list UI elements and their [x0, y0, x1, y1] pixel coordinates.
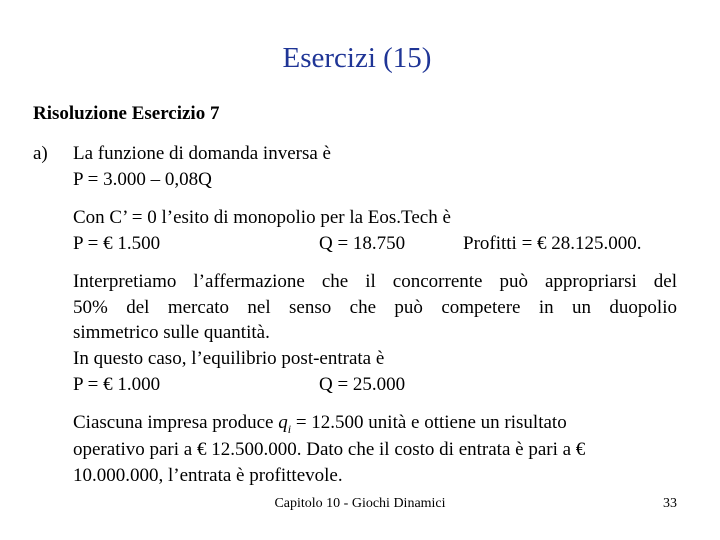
quantity-variable — [278, 412, 292, 436]
interpretation-line-3: simmetrico sulle quantità. — [73, 322, 270, 343]
quantity-variable-symbol: q — [278, 412, 288, 433]
page-number: 33 — [663, 496, 677, 511]
demand-equation: P = 3.000 – 0,08Q — [73, 169, 212, 190]
item-marker: a) — [33, 143, 48, 164]
conclusion-text-a: Ciascuna impresa produce — [73, 412, 279, 433]
interpretation-line-1: Interpretiamo l’affermazione che il concorrente può appropriarsi del — [73, 271, 677, 292]
conclusion-text-b: = 12.500 unità e ottiene un risultato — [291, 412, 567, 433]
conclusion-line-1 — [73, 412, 567, 437]
quantity-variable-subscript: i — [287, 421, 292, 436]
duopoly-quantity: Q = 25.000 — [319, 374, 406, 395]
monopoly-line: Con C’ = 0 l’esito di monopolio per la Eos.Tech è — [73, 207, 451, 228]
slide-title: Esercizi (15) — [282, 42, 432, 74]
interpretation-line-4: In questo caso, l’equilibrio post-entrata è — [73, 348, 385, 369]
duopoly-result-row — [73, 374, 473, 396]
conclusion-line-3: 10.000.000, l’entrata è profittevole. — [73, 465, 343, 486]
monopoly-price: P = € 1.500 — [73, 233, 161, 254]
conclusion-line-2: operativo pari a € 12.500.000. Dato che il costo di entrata è pari a € — [73, 439, 586, 460]
interpretation-line-2: 50% del mercato nel senso che può competere in un duopolio — [73, 297, 677, 318]
duopoly-price: P = € 1.000 — [73, 374, 161, 395]
exercise-subtitle: Risoluzione Esercizio 7 — [33, 103, 220, 124]
monopoly-result-row — [73, 233, 673, 255]
footer-chapter: Capitolo 10 - Giochi Dinamici — [274, 496, 446, 511]
demand-line-1: La funzione di domanda inversa è — [73, 143, 331, 164]
monopoly-profit: Profitti = € 28.125.000. — [463, 233, 642, 254]
monopoly-quantity: Q = 18.750 — [319, 233, 406, 254]
